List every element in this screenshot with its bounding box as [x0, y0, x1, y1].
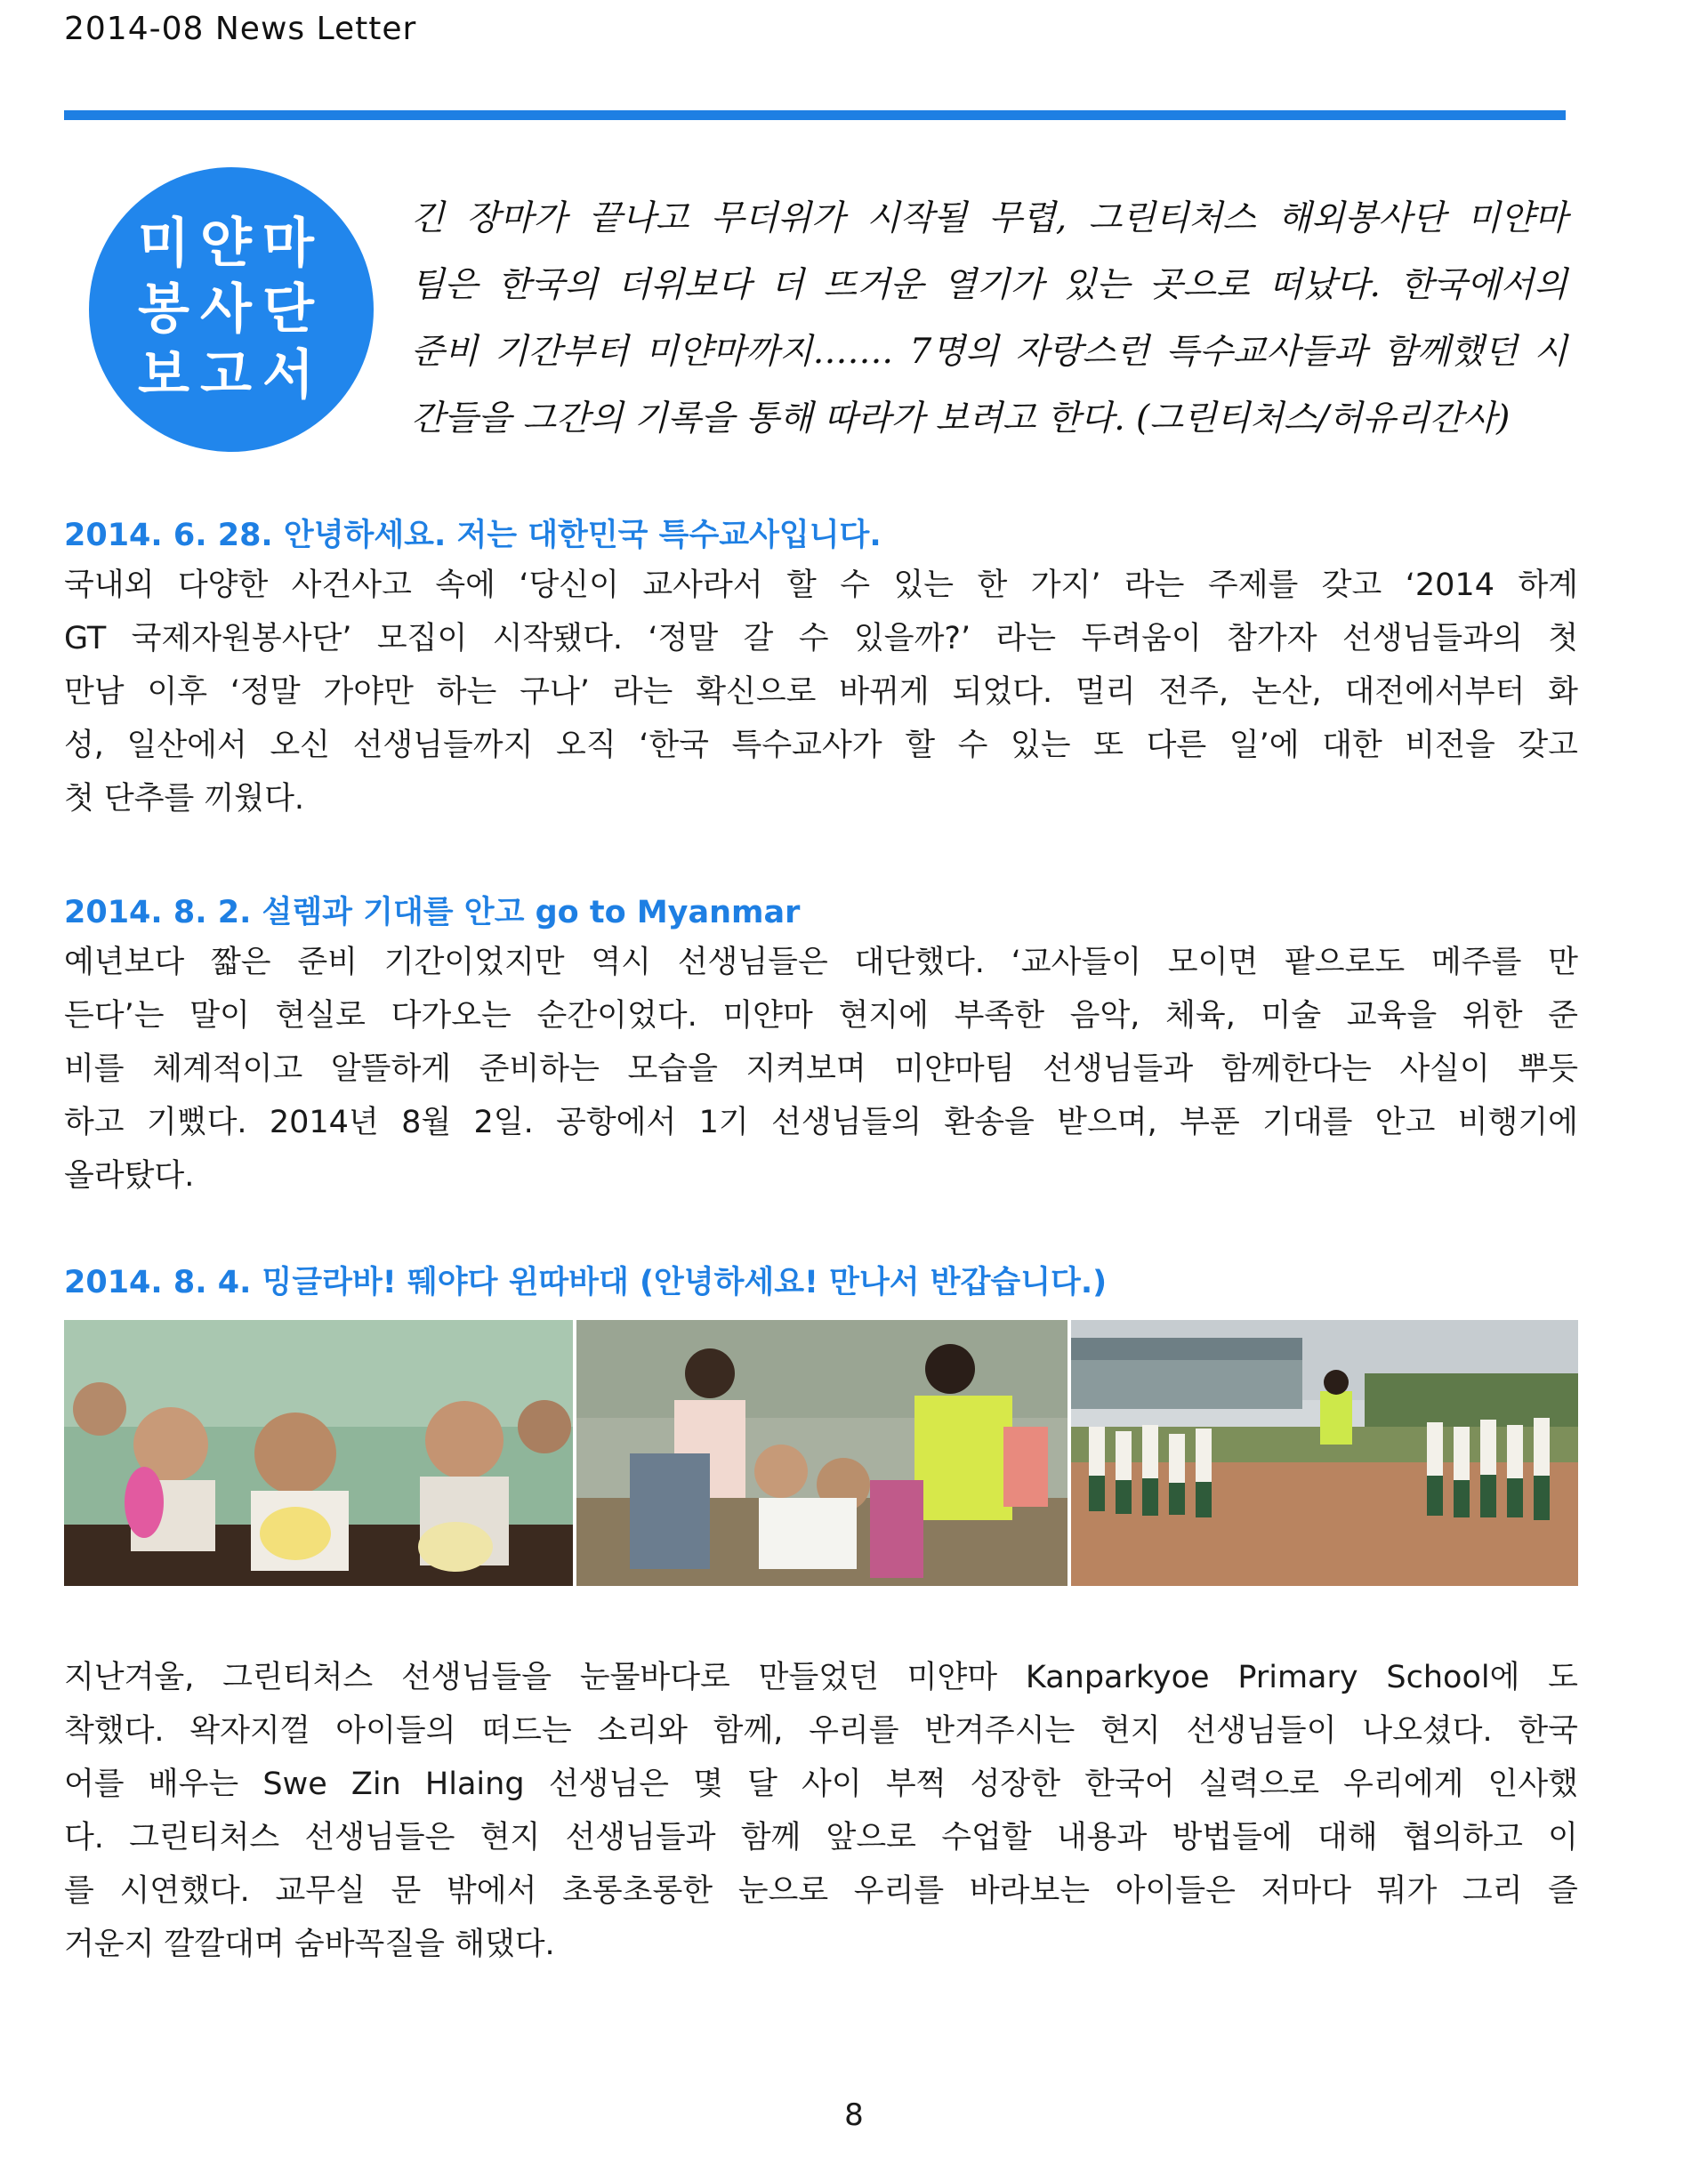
- photo-strip: [64, 1320, 1578, 1586]
- section-heading: 2014. 8. 2. 설렘과 기대를 안고 go to Myanmar: [64, 895, 801, 930]
- intro-line: 팀은 한국의 더위보다 더 뜨거운 열기가 있는 곳으로 떠났다. 한국에서의: [411, 265, 1567, 305]
- paragraph-line: 만남 이후 ‘정말 가야만 하는 구나’ 라는 확신으로 바뀌게 되었다. 멀리 전주, 논산, 대전에서부터 화: [64, 674, 1578, 710]
- newsletter-title: 2014-08 News Letter: [64, 11, 417, 47]
- paragraph-line: 하고 기뻤다. 2014년 8월 2일. 공항에서 1기 선생님들의 환송을 받으며, 부푼 기대를 안고 비행기에: [64, 1105, 1578, 1140]
- paragraph-line: 성, 일산에서 오신 선생님들까지 오직 ‘한국 특수교사가 할 수 있는 또 다른 일’에 대한 비전을 갖고: [64, 728, 1578, 763]
- paragraph-line: 든다’는 말이 현실로 다가오는 순간이었다. 미얀마 현지에 부족한 음악, 체육, 미술 교육을 위한 준: [64, 998, 1578, 1034]
- paragraph-line: 다. 그린티처스 선생님들은 현지 선생님들과 함께 앞으로 수업할 내용과 방법들에 대해 협의하고 이: [64, 1820, 1578, 1855]
- badge-line: 미얀마: [138, 213, 325, 275]
- page-number: 8: [844, 2097, 864, 2133]
- photo-teachers-playing: [576, 1320, 1068, 1586]
- article-section-3-body: [64, 1651, 1578, 1971]
- article-section-2: [64, 889, 1578, 1203]
- intro-paragraph: [411, 185, 1567, 452]
- paragraph-line: 올라탔다.: [64, 1158, 195, 1194]
- section-heading: 2014. 6. 28. 안녕하세요. 저는 대한민국 특수교사입니다.: [64, 518, 882, 553]
- paragraph-line: 예년보다 짧은 준비 기간이었지만 역시 선생님들은 대단했다. ‘교사들이 모이면 팥으로도 메주를 만: [64, 945, 1578, 980]
- badge-line: 보고서: [138, 344, 325, 406]
- section-heading: 2014. 8. 4. 밍글라바! 뛔야다 윈따바대 (안녕하세요! 만나서 반갑습니다.): [64, 1265, 1108, 1300]
- paragraph-line: 비를 체계적이고 알뜰하게 준비하는 모습을 지켜보며 미얀마팀 선생님들과 함께한다는 사실이 뿌듯: [64, 1051, 1578, 1087]
- article-section-3-header: [64, 1260, 1578, 1306]
- paragraph-line: 첫 단추를 끼웠다.: [64, 781, 305, 817]
- intro-line: 긴 장마가 끝나고 무더위가 시작될 무렵, 그린티처스 해외봉사단 미얀마: [411, 198, 1567, 238]
- photo-schoolyard-game: [1071, 1320, 1578, 1586]
- article-section-1: [64, 512, 1578, 825]
- intro-line: 간들을 그간의 기록을 통해 따라가 보려고 한다. (그린티처스/허유리간사): [411, 398, 1511, 439]
- paragraph-line: 착했다. 왁자지껄 아이들의 떠드는 소리와 함께, 우리를 반겨주시는 현지 선생님들이 나오셨다. 한국: [64, 1713, 1578, 1749]
- badge-line: 봉사단: [138, 278, 325, 341]
- header-divider: [64, 110, 1566, 120]
- intro-line: 준비 기간부터 미얀마까지……. 7명의 자랑스런 특수교사들과 함께했던 시: [411, 332, 1567, 372]
- paragraph-line: 지난겨울, 그린티처스 선생님들을 눈물바다로 만들었던 미얀마 Kanparkyoe Primary School에 도: [64, 1660, 1578, 1695]
- paragraph-line: 거운지 깔깔대며 숨바꼭질을 해댔다.: [64, 1927, 555, 1962]
- paragraph-line: GT 국제자원봉사단’ 모집이 시작됐다. ‘정말 갈 수 있을까?’ 라는 두려움이 참가자 선생님들과의 첫: [64, 621, 1578, 656]
- section-badge: [89, 167, 374, 452]
- photo-children-tambourines: [64, 1320, 573, 1586]
- paragraph-line: 를 시연했다. 교무실 문 밖에서 초롱초롱한 눈으로 우리를 바라보는 아이들은 저마다 뭐가 그리 즐: [64, 1873, 1578, 1909]
- paragraph-line: 국내외 다양한 사건사고 속에 ‘당신이 교사라서 할 수 있는 한 가지’ 라는 주제를 갖고 ‘2014 하계: [64, 567, 1578, 603]
- paragraph-line: 어를 배우는 Swe Zin Hlaing 선생님은 몇 달 사이 부쩍 성장한 한국어 실력으로 우리에게 인사했: [64, 1767, 1578, 1802]
